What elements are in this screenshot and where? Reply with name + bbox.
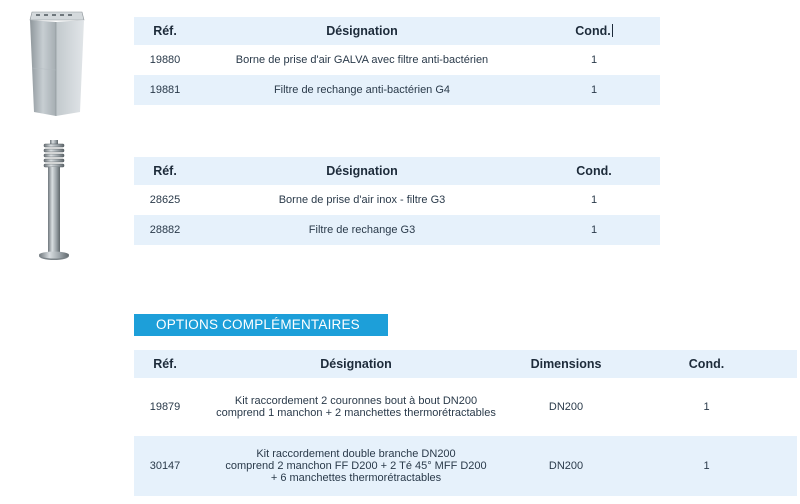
designation-cell	[196, 378, 516, 436]
designation-column-header: Désignation	[196, 350, 516, 378]
text-cursor	[612, 24, 613, 37]
dimensions-column-header: Dimensions	[516, 350, 616, 378]
options-table	[134, 350, 797, 496]
table-row	[134, 75, 660, 105]
cond-cell: 1	[616, 436, 797, 496]
table-header-row	[134, 17, 660, 45]
ref-cell: 19879	[134, 378, 196, 436]
designation-cell: Filtre de rechange anti-bactérien G4	[196, 75, 528, 105]
table-header-row	[134, 350, 797, 378]
designation-line: + 6 manchettes thermorétractables	[270, 472, 442, 484]
table-row	[134, 378, 797, 436]
designation-column-header: Désignation	[196, 157, 528, 185]
dimensions-cell: DN200	[516, 436, 616, 496]
cond-column-header: Cond.	[528, 157, 660, 185]
dimensions-cell: DN200	[516, 378, 616, 436]
cond-cell: 1	[528, 75, 660, 105]
designation-line: comprend 2 manchon FF D200 + 2 Té 45° MFF D200	[225, 460, 487, 472]
designation-cell: Filtre de rechange G3	[196, 215, 528, 245]
cond-cell: 1	[616, 378, 797, 436]
options-section-banner: OPTIONS COMPLÉMENTAIRES	[134, 314, 388, 336]
ref-cell: 19880	[134, 45, 196, 75]
cond-column-header: Cond.	[528, 17, 660, 45]
inox-products-table	[134, 157, 660, 245]
designation-cell: Borne de prise d'air inox - filtre G3	[196, 185, 528, 215]
designation-cell	[196, 436, 516, 496]
table-row	[134, 185, 660, 215]
designation-column-header: Désignation	[196, 17, 528, 45]
ref-cell: 30147	[134, 436, 196, 496]
designation-line: Kit raccordement 2 couronnes bout à bout DN200	[234, 395, 478, 407]
inox-air-intake-image	[37, 140, 71, 264]
table-header-row	[134, 157, 660, 185]
cond-column-header: Cond.	[616, 350, 797, 378]
ref-cell: 19881	[134, 75, 196, 105]
cond-cell: 1	[528, 185, 660, 215]
designation-line: comprend 1 manchon + 2 manchettes thermorétractables	[216, 407, 496, 419]
ref-cell: 28882	[134, 215, 196, 245]
cond-cell: 1	[528, 215, 660, 245]
table-row	[134, 436, 797, 496]
table-row	[134, 45, 660, 75]
table-row	[134, 215, 660, 245]
designation-cell: Borne de prise d'air GALVA avec filtre anti-bactérien	[196, 45, 528, 75]
designation-line: Kit raccordement double branche DN200	[256, 448, 456, 460]
ref-column-header: Réf.	[134, 157, 196, 185]
galva-products-table	[134, 17, 660, 105]
ref-column-header: Réf.	[134, 350, 196, 378]
galva-air-intake-image	[26, 8, 88, 120]
ref-cell: 28625	[134, 185, 196, 215]
ref-column-header: Réf.	[134, 17, 196, 45]
cond-cell: 1	[528, 45, 660, 75]
